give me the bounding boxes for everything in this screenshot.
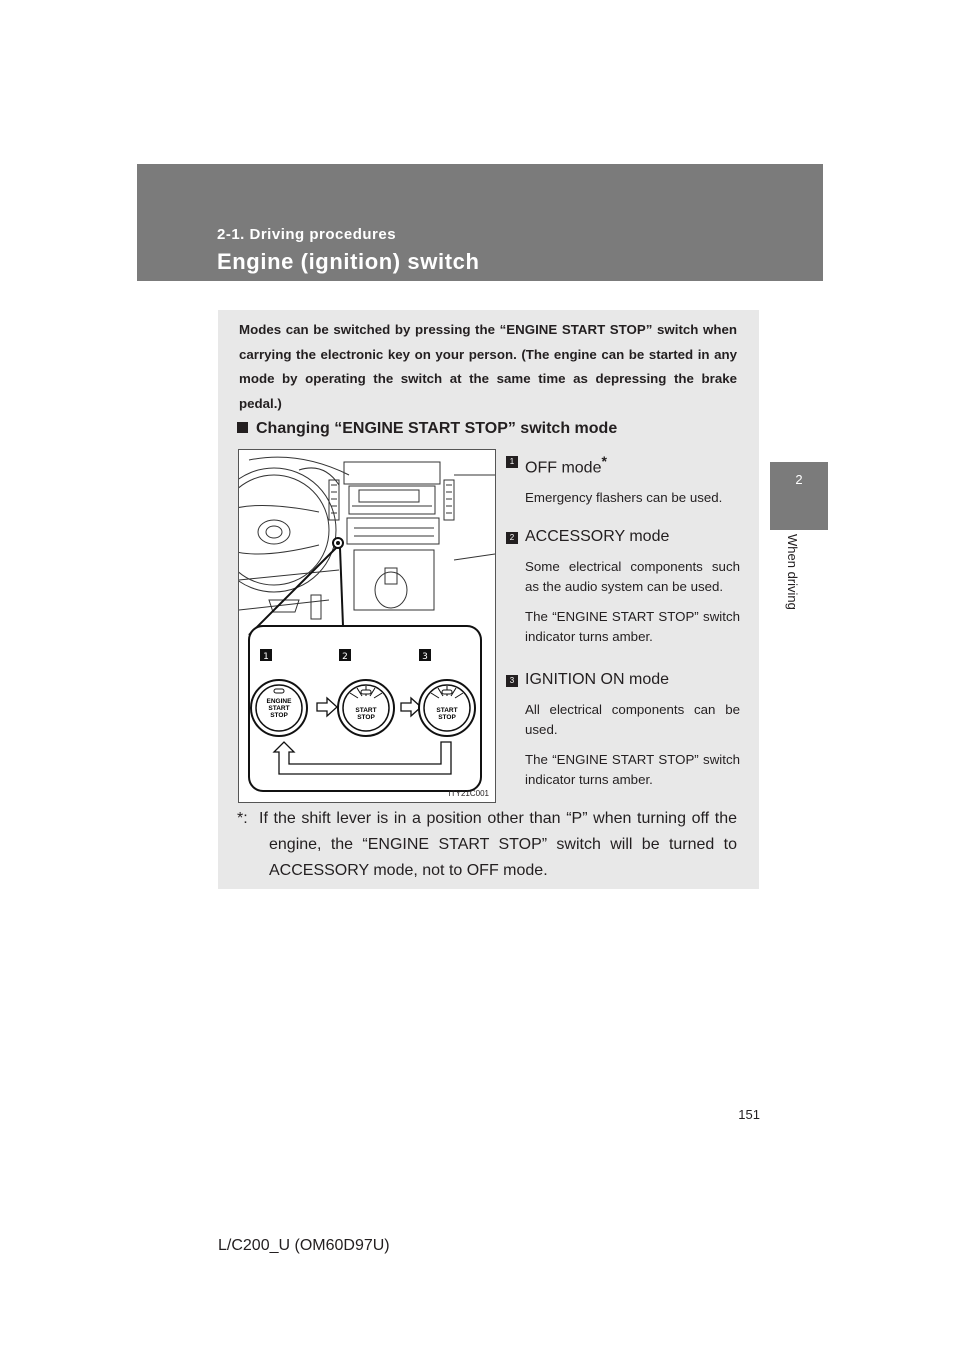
mode-accessory xyxy=(506,527,740,647)
subheading-text: Changing “ENGINE START STOP” switch mode xyxy=(256,420,618,437)
mode-description: The “ENGINE START STOP” switch indicator turns amber. xyxy=(525,752,740,787)
mode-title xyxy=(506,670,740,690)
subheading xyxy=(237,420,617,438)
number-badge: 1 xyxy=(506,456,518,468)
callout-badge xyxy=(419,649,431,662)
mode-off xyxy=(506,451,740,508)
footnote xyxy=(237,806,737,884)
engine-switch-accessory-icon xyxy=(338,680,394,736)
callout-number: 1 xyxy=(263,652,269,662)
switch-label-line: STOP xyxy=(270,712,288,719)
mode-title xyxy=(506,451,740,478)
chapter-number: 2 xyxy=(795,472,803,487)
switch-label-line: ENGINE xyxy=(266,698,292,705)
engine-switch-ignition-on-icon xyxy=(419,680,475,736)
switch-label-line: STOP xyxy=(438,714,456,721)
callout-number: 3 xyxy=(422,652,428,662)
chapter-side-tab[interactable] xyxy=(770,462,828,530)
switch-mode-illustration xyxy=(238,449,496,803)
content-panel xyxy=(218,310,759,889)
switch-label-line: START xyxy=(268,705,290,712)
number-badge: 3 xyxy=(506,675,518,687)
dashboard-illustration xyxy=(239,450,495,802)
footnote-marker: *: xyxy=(237,810,248,827)
mode-description: All electrical components can be used. xyxy=(525,702,740,737)
footnote-text: If the shift lever is in a position other than “P” when turning off the engine, the “ENGINE START STOP” switch will be turned to ACCESSORY mode, not to OFF mode. xyxy=(259,810,737,879)
switch-label-line: START xyxy=(355,707,377,714)
mode-name: IGNITION ON mode xyxy=(525,671,670,688)
mode-description: The “ENGINE START STOP” switch indicator turns amber. xyxy=(525,609,740,644)
chapter-label: When driving xyxy=(785,534,800,610)
page-number: 151 xyxy=(738,1107,760,1122)
mode-title xyxy=(506,527,740,547)
mode-name: OFF mode xyxy=(525,459,602,477)
square-bullet-icon xyxy=(237,422,248,433)
intro-paragraph: Modes can be switched by pressing the “ENGINE START STOP” switch when carrying the electronic key on your person. (The engine can be started in any mode by operating the switch at the same time as depressing the brake pedal.) xyxy=(239,322,737,411)
figure-code: ITY21C001 xyxy=(448,789,489,798)
section-label: 2-1. Driving procedures xyxy=(217,226,397,243)
callout-number: 2 xyxy=(342,652,348,662)
mode-ignition-on xyxy=(506,670,740,790)
mode-description: Emergency flashers can be used. xyxy=(525,490,723,506)
footnote-mark: * xyxy=(601,453,607,469)
page-title: Engine (ignition) switch xyxy=(217,249,480,274)
switch-label-line: START xyxy=(436,707,458,714)
number-badge: 2 xyxy=(506,532,518,544)
chapter-header xyxy=(137,164,823,281)
mode-name: ACCESSORY mode xyxy=(525,528,670,545)
model-code: L/C200_U (OM60D97U) xyxy=(218,1237,390,1254)
engine-switch-off-icon xyxy=(251,680,307,736)
switch-label-line: STOP xyxy=(357,714,375,721)
callout-badge xyxy=(339,649,351,662)
mode-description: Some electrical components such as the audio system can be used. xyxy=(525,559,740,594)
callout-badge xyxy=(260,649,272,662)
